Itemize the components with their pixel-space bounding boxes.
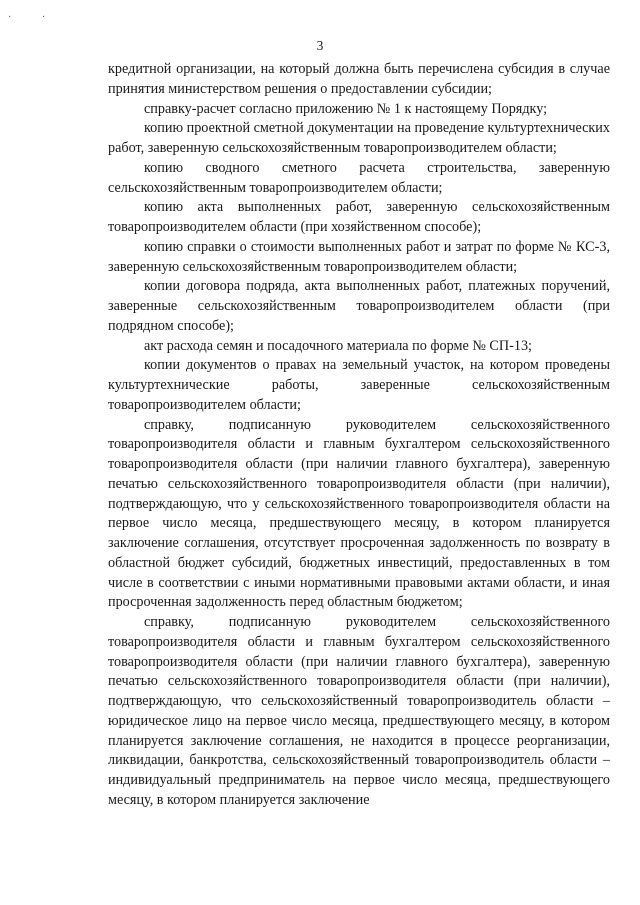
paragraph: копию проектной сметной документации на проведение культуртехнических работ, заверенную сельскохозяйственным товаропроизводителем области; [108, 120, 610, 156]
page-number: 3 [316, 38, 324, 53]
paragraph: копию справки о стоимости выполненных работ и затрат по форме № КС-3, заверенную сельскохозяйственным товаропроизводителем области; [108, 238, 610, 275]
paragraph: копию акта выполненных работ, заверенную сельскохозяйственным товаропроизводителем области (при хозяйственном способе); [108, 199, 610, 235]
paragraph: справку-расчет согласно приложению № 1 к настоящему Порядку; [144, 100, 548, 117]
paragraph: копии договора подряда, акта выполненных работ, платежных поручений, заверенные сельскохозяйственным товаропроизводителем области (при подрядном способе); [108, 278, 610, 334]
body-text [108, 60, 610, 811]
paragraph: акт расхода семян и посадочного материала по форме № СП-13; [144, 337, 532, 354]
paragraph: копии документов о правах на земельный участок, на котором проведены культуртехнические работы, заверенные сельскохозяйственным товаропроизводителем области; [108, 357, 610, 413]
paragraph: справку, подписанную руководителем сельскохозяйственного товаропроизводителя области и главным бухгалтером сельскохозяйственного товаропроизводителя области (при наличии главного бухгалтера), заверенную печатью сельскохозяйственного товаропроизводителя области (при наличии), подтверждающую, что у сельскохозяйственного товаропроизводителя области на первое число месяца, предшествующего месяцу, в котором планируется заключение соглашения, отсутствует просроченная задолженность по возврату в областной бюджет субсидий, бюджетных инвестиций, предоставленных в том числе в соответствии с иными нормативными правовыми актами области, и иная просроченная задолженность перед областным бюджетом; [108, 416, 610, 611]
scan-artifact: · · [8, 12, 60, 23]
paragraph: копию сводного сметного расчета строительства, заверенную сельскохозяйственным товаропроизводителем области; [108, 159, 610, 196]
paragraph: кредитной организации, на который должна быть перечислена субсидия в случае принятия министерством решения о предоставлении субсидии; [108, 61, 610, 97]
paragraph: справку, подписанную руководителем сельскохозяйственного товаропроизводителя области и главным бухгалтером сельскохозяйственного товаропроизводителя области (при наличии главного бухгалтера), заверенную печатью сельскохозяйственного товаропроизводителя области (при наличии), подтверждающую, что сельскохозяйственный товаропроизводитель области – юридическое лицо на первое число месяца, предшествующего месяцу, в котором планируется заключение соглашения, не находится в процессе реорганизации, ликвидации, банкротства, сельскохозяйственный товаропроизводитель области – индивидуальный предприниматель на первое число месяца, предшествующего месяцу, в котором планируется заключение [108, 614, 610, 808]
